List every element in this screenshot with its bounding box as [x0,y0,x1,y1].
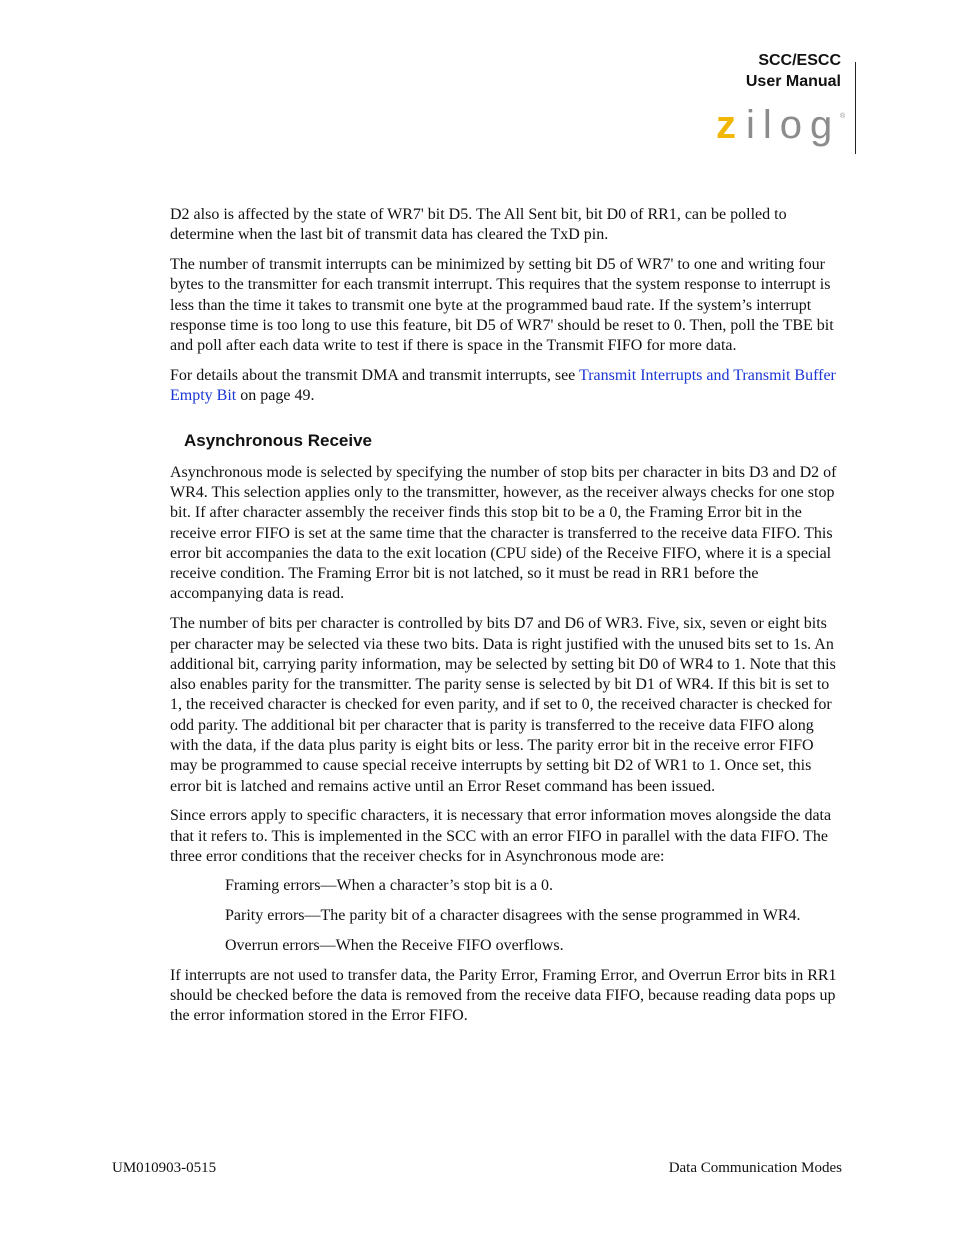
paragraph-text: For details about the transmit DMA and transmit interrupts, see [170,367,579,385]
transmit-interrupts-link[interactable]: Transmit Interrupts and Transmit Buffer Empty Bit [170,367,836,405]
logo-letters: ilog [746,106,841,147]
list-item-overrun-errors: Overrun errors—When the Receive FIFO overflows. [225,936,564,954]
paragraph: D2 also is affected by the state of WR7' bit D5. The All Sent bit, bit D0 of RR1, can be polled to determine when the last bit of transmit data has cleared the TxD pin. [170,206,787,244]
footer-section-name: Data Communication Modes [668,1160,842,1176]
registered-mark: ® [840,113,846,120]
document-title [746,50,841,92]
logo-letter-z: z [716,106,736,147]
footer-doc-number: UM010903-0515 [112,1160,217,1176]
paragraph: Asynchronous mode is selected by specifying the number of stop bits per character in bits D3 and D2 of WR4. This selection applies only to the transmitter, however, as the receiver always checks for one stop bit. If after character assembly the receiver finds this stop bit to be a 0, the Framing Error bit in the receive error FIFO is set at the same time that the character is transferred to the receive data FIFO. This error bit accompanies the data to the exit location (CPU side) of the Receive FIFO, where it is a special receive condition. The Framing Error bit is not latched, so it must be read in RR1 before the accompanying data is read. [170,463,837,603]
title-line-1: SCC/ESCC [758,52,841,69]
paragraph-text: on page 49. [236,387,315,405]
list-item-parity-errors: Parity errors—The parity bit of a character disagrees with the sense programmed in WR4. [225,907,801,925]
paragraph: Since errors apply to specific characters, it is necessary that error information moves alongside the data that it refers to. This is implemented in the SCC with an error FIFO in parallel with the data FIFO. The three error conditions that the receiver checks for in Asynchronous mode are: [170,807,832,866]
paragraph-with-link [170,366,842,407]
title-line-2: User Manual [745,73,841,90]
section-heading: Asynchronous Receive [184,430,373,450]
header-divider [855,62,856,154]
paragraph: The number of bits per character is controlled by bits D7 and D6 of WR3. Five, six, seven or eight bits per character may be selected via these two bits. Data is right justified with the unused bits set to 1s. An additional bit, carrying parity information, may be selected by setting bit D0 of WR4 to 1. Note that this also enables parity for the transmitter. The parity sense is selected by bit D1 of WR4. If this bit is set to 1, the received character is checked for even parity, and if set to 0, the received character is checked for odd parity. The additional bit per character that is parity is transferred to the receive data FIFO along with the data, if the data plus parity is eight bits or less. The parity error bit in the receive error FIFO may be programmed to cause special receive interrupts by setting bit D2 of WR1 to 1. Once set, this error bit is latched and remains active until an Error Reset command has been issued. [170,615,836,795]
paragraph: If interrupts are not used to transfer data, the Parity Error, Framing Error, and Overrun Error bits in RR1 should be checked before the data is removed from the receive data FIFO, because reading data pops up the error information stored in the Error FIFO. [170,966,837,1025]
list-item-framing-errors: Framing errors—When a character’s stop bit is a 0. [225,877,554,895]
zilog-logo [712,106,846,158]
page-body [170,205,842,1036]
paragraph: The number of transmit interrupts can be minimized by setting bit D5 of WR7' to one and writing four bytes to the transmitter for each transmit interrupt. This requires that the system response to interrupt is less than the time it takes to transmit one byte at the programmed baud rate. If the system’s interrupt response time is too long to use this feature, bit D5 of WR7' should be reset to 0. Then, poll the TBE bit and poll after each data write to test if there is space in the Transmit FIFO for more data. [170,256,834,355]
